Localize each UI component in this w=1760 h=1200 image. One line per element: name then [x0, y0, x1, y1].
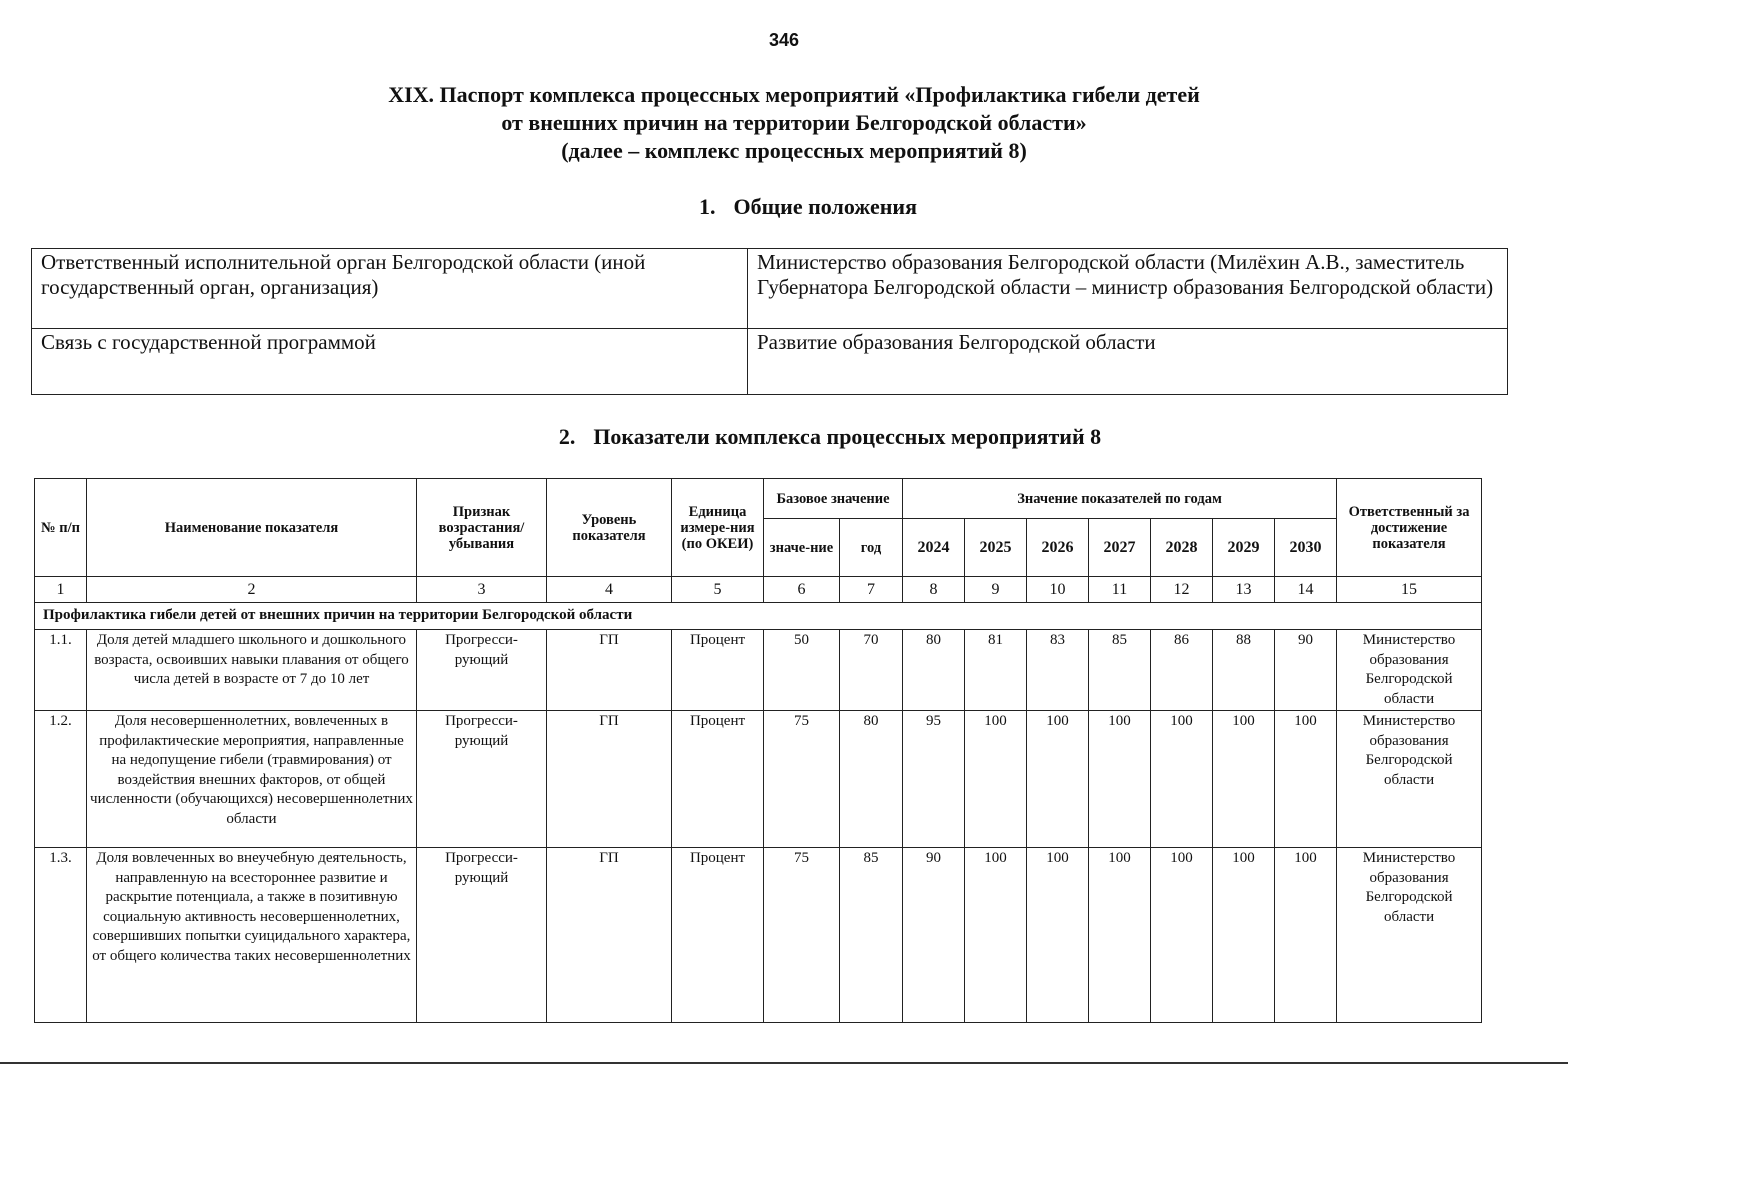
- row-base-year: 80: [840, 711, 903, 848]
- row-value-2025: 81: [965, 630, 1027, 711]
- row-responsible: Министерство образования Белгородской области: [1337, 630, 1482, 711]
- header-year-2024: 2024: [903, 519, 965, 577]
- row-value-2029: 88: [1213, 630, 1275, 711]
- column-number: 10: [1027, 577, 1089, 603]
- row-sign: Прогресси-рующий: [417, 711, 547, 848]
- row-base-year: 70: [840, 630, 903, 711]
- section-1-title: Общие положения: [733, 194, 917, 219]
- row-value-2028: 100: [1151, 711, 1213, 848]
- row-base-value: 75: [764, 848, 840, 1023]
- column-number: 3: [417, 577, 547, 603]
- row-num: 1.3.: [35, 848, 87, 1023]
- header-level: Уровень показателя: [547, 479, 672, 577]
- section-2-number: 2.: [558, 424, 576, 449]
- column-number: 5: [672, 577, 764, 603]
- header-year-2027: 2027: [1089, 519, 1151, 577]
- row-unit: Процент: [672, 848, 764, 1023]
- column-number: 4: [547, 577, 672, 603]
- column-number: 14: [1275, 577, 1337, 603]
- row-value-2024: 90: [903, 848, 965, 1023]
- row-base-value: 50: [764, 630, 840, 711]
- row-base-value: 75: [764, 711, 840, 848]
- group-title: Профилактика гибели детей от внешних причин на территории Белгородской области: [35, 603, 1482, 630]
- row-value-2029: 100: [1213, 848, 1275, 1023]
- table-row: [35, 711, 1482, 848]
- title-line-1: XIX. Паспорт комплекса процессных мероприятий «Профилактика гибели детей: [388, 82, 1200, 107]
- header-responsible: Ответственный за достижение показателя: [1337, 479, 1482, 577]
- column-number: 15: [1337, 577, 1482, 603]
- column-number: 9: [965, 577, 1027, 603]
- header-year-2029: 2029: [1213, 519, 1275, 577]
- row-value-2028: 86: [1151, 630, 1213, 711]
- title-line-3: (далее – комплекс процессных мероприятий 8): [561, 138, 1027, 163]
- row-value-2026: 100: [1027, 848, 1089, 1023]
- row-unit: Процент: [672, 711, 764, 848]
- row-value-2027: 100: [1089, 848, 1151, 1023]
- header-by-years: Значение показателей по годам: [903, 479, 1337, 519]
- page-bottom-rule: [0, 1062, 1568, 1064]
- row-value-2027: 100: [1089, 711, 1151, 848]
- column-number: 13: [1213, 577, 1275, 603]
- column-number: 7: [840, 577, 903, 603]
- row-level: ГП: [547, 848, 672, 1023]
- general-provisions-table: [31, 248, 1508, 395]
- indicators-table: [34, 478, 1482, 1023]
- general-label: Ответственный исполнительной орган Белгородской области (иной государственный орган, организация): [32, 249, 748, 329]
- row-value-2030: 100: [1275, 711, 1337, 848]
- document-title: [0, 81, 1588, 165]
- header-base-value: значе-ние: [764, 519, 840, 577]
- header-year-2030: 2030: [1275, 519, 1337, 577]
- group-row: [35, 603, 1482, 630]
- row-value-2030: 90: [1275, 630, 1337, 711]
- row-base-year: 85: [840, 848, 903, 1023]
- general-row-executor: [32, 249, 1508, 329]
- table-row: [35, 630, 1482, 711]
- row-value-2027: 85: [1089, 630, 1151, 711]
- column-numbers-row: [35, 577, 1482, 603]
- row-responsible: Министерство образования Белгородской области: [1337, 848, 1482, 1023]
- row-value-2026: 83: [1027, 630, 1089, 711]
- row-level: ГП: [547, 630, 672, 711]
- row-num: 1.2.: [35, 711, 87, 848]
- row-value-2025: 100: [965, 848, 1027, 1023]
- header-name: Наименование показателя: [87, 479, 417, 577]
- general-row-program-link: [32, 329, 1508, 395]
- column-number: 2: [87, 577, 417, 603]
- row-value-2028: 100: [1151, 848, 1213, 1023]
- column-number: 12: [1151, 577, 1213, 603]
- row-name: Доля детей младшего школьного и дошкольного возраста, освоивших навыки плавания от общего числа детей в возрасте от 7 до 10 лет: [87, 630, 417, 711]
- column-number: 6: [764, 577, 840, 603]
- header-row-1: [35, 479, 1482, 519]
- row-num: 1.1.: [35, 630, 87, 711]
- header-year-2028: 2028: [1151, 519, 1213, 577]
- table-row: [35, 848, 1482, 1023]
- header-year-2025: 2025: [965, 519, 1027, 577]
- section-2-title: Показатели комплекса процессных мероприятий 8: [593, 424, 1102, 449]
- header-num: № п/п: [35, 479, 87, 577]
- row-name: Доля несовершеннолетних, вовлеченных в профилактические мероприятия, направленные на недопущение гибели (травмирования) от воздействия внешних факторов, от общей численности (обучающихся) несовершеннолетних области: [87, 711, 417, 848]
- row-value-2030: 100: [1275, 848, 1337, 1023]
- row-sign: Прогресси-рующий: [417, 630, 547, 711]
- row-unit: Процент: [672, 630, 764, 711]
- row-value-2029: 100: [1213, 711, 1275, 848]
- row-responsible: Министерство образования Белгородской области: [1337, 711, 1482, 848]
- row-sign: Прогресси-рующий: [417, 848, 547, 1023]
- general-label: Связь с государственной программой: [32, 329, 748, 395]
- column-number: 8: [903, 577, 965, 603]
- row-value-2024: 95: [903, 711, 965, 848]
- general-value: Развитие образования Белгородской области: [748, 329, 1508, 395]
- section-1-heading: [0, 194, 1616, 220]
- header-base-year: год: [840, 519, 903, 577]
- section-1-number: 1.: [699, 194, 716, 219]
- row-level: ГП: [547, 711, 672, 848]
- row-value-2024: 80: [903, 630, 965, 711]
- header-base: Базовое значение: [764, 479, 903, 519]
- title-line-2: от внешних причин на территории Белгородской области»: [501, 110, 1087, 135]
- column-number: 1: [35, 577, 87, 603]
- row-value-2025: 100: [965, 711, 1027, 848]
- header-year-2026: 2026: [1027, 519, 1089, 577]
- row-value-2026: 100: [1027, 711, 1089, 848]
- header-sign: Признак возрастания/ убывания: [417, 479, 547, 577]
- general-value: Министерство образования Белгородской области (Милёхин А.В., заместитель Губернатора Белгородской области – министр образования Белгородской области): [748, 249, 1508, 329]
- section-2-heading: [0, 424, 1660, 450]
- header-unit: Единица измере-ния (по ОКЕИ): [672, 479, 764, 577]
- column-number: 11: [1089, 577, 1151, 603]
- row-name: Доля вовлеченных во внеучебную деятельность, направленную на всестороннее развитие и раскрытие потенциала, а также в позитивную социальную активность несовершеннолетних, совершивших попытки суицидального характера, от общего количества таких несовершеннолетних: [87, 848, 417, 1023]
- page-number: 346: [768, 30, 800, 50]
